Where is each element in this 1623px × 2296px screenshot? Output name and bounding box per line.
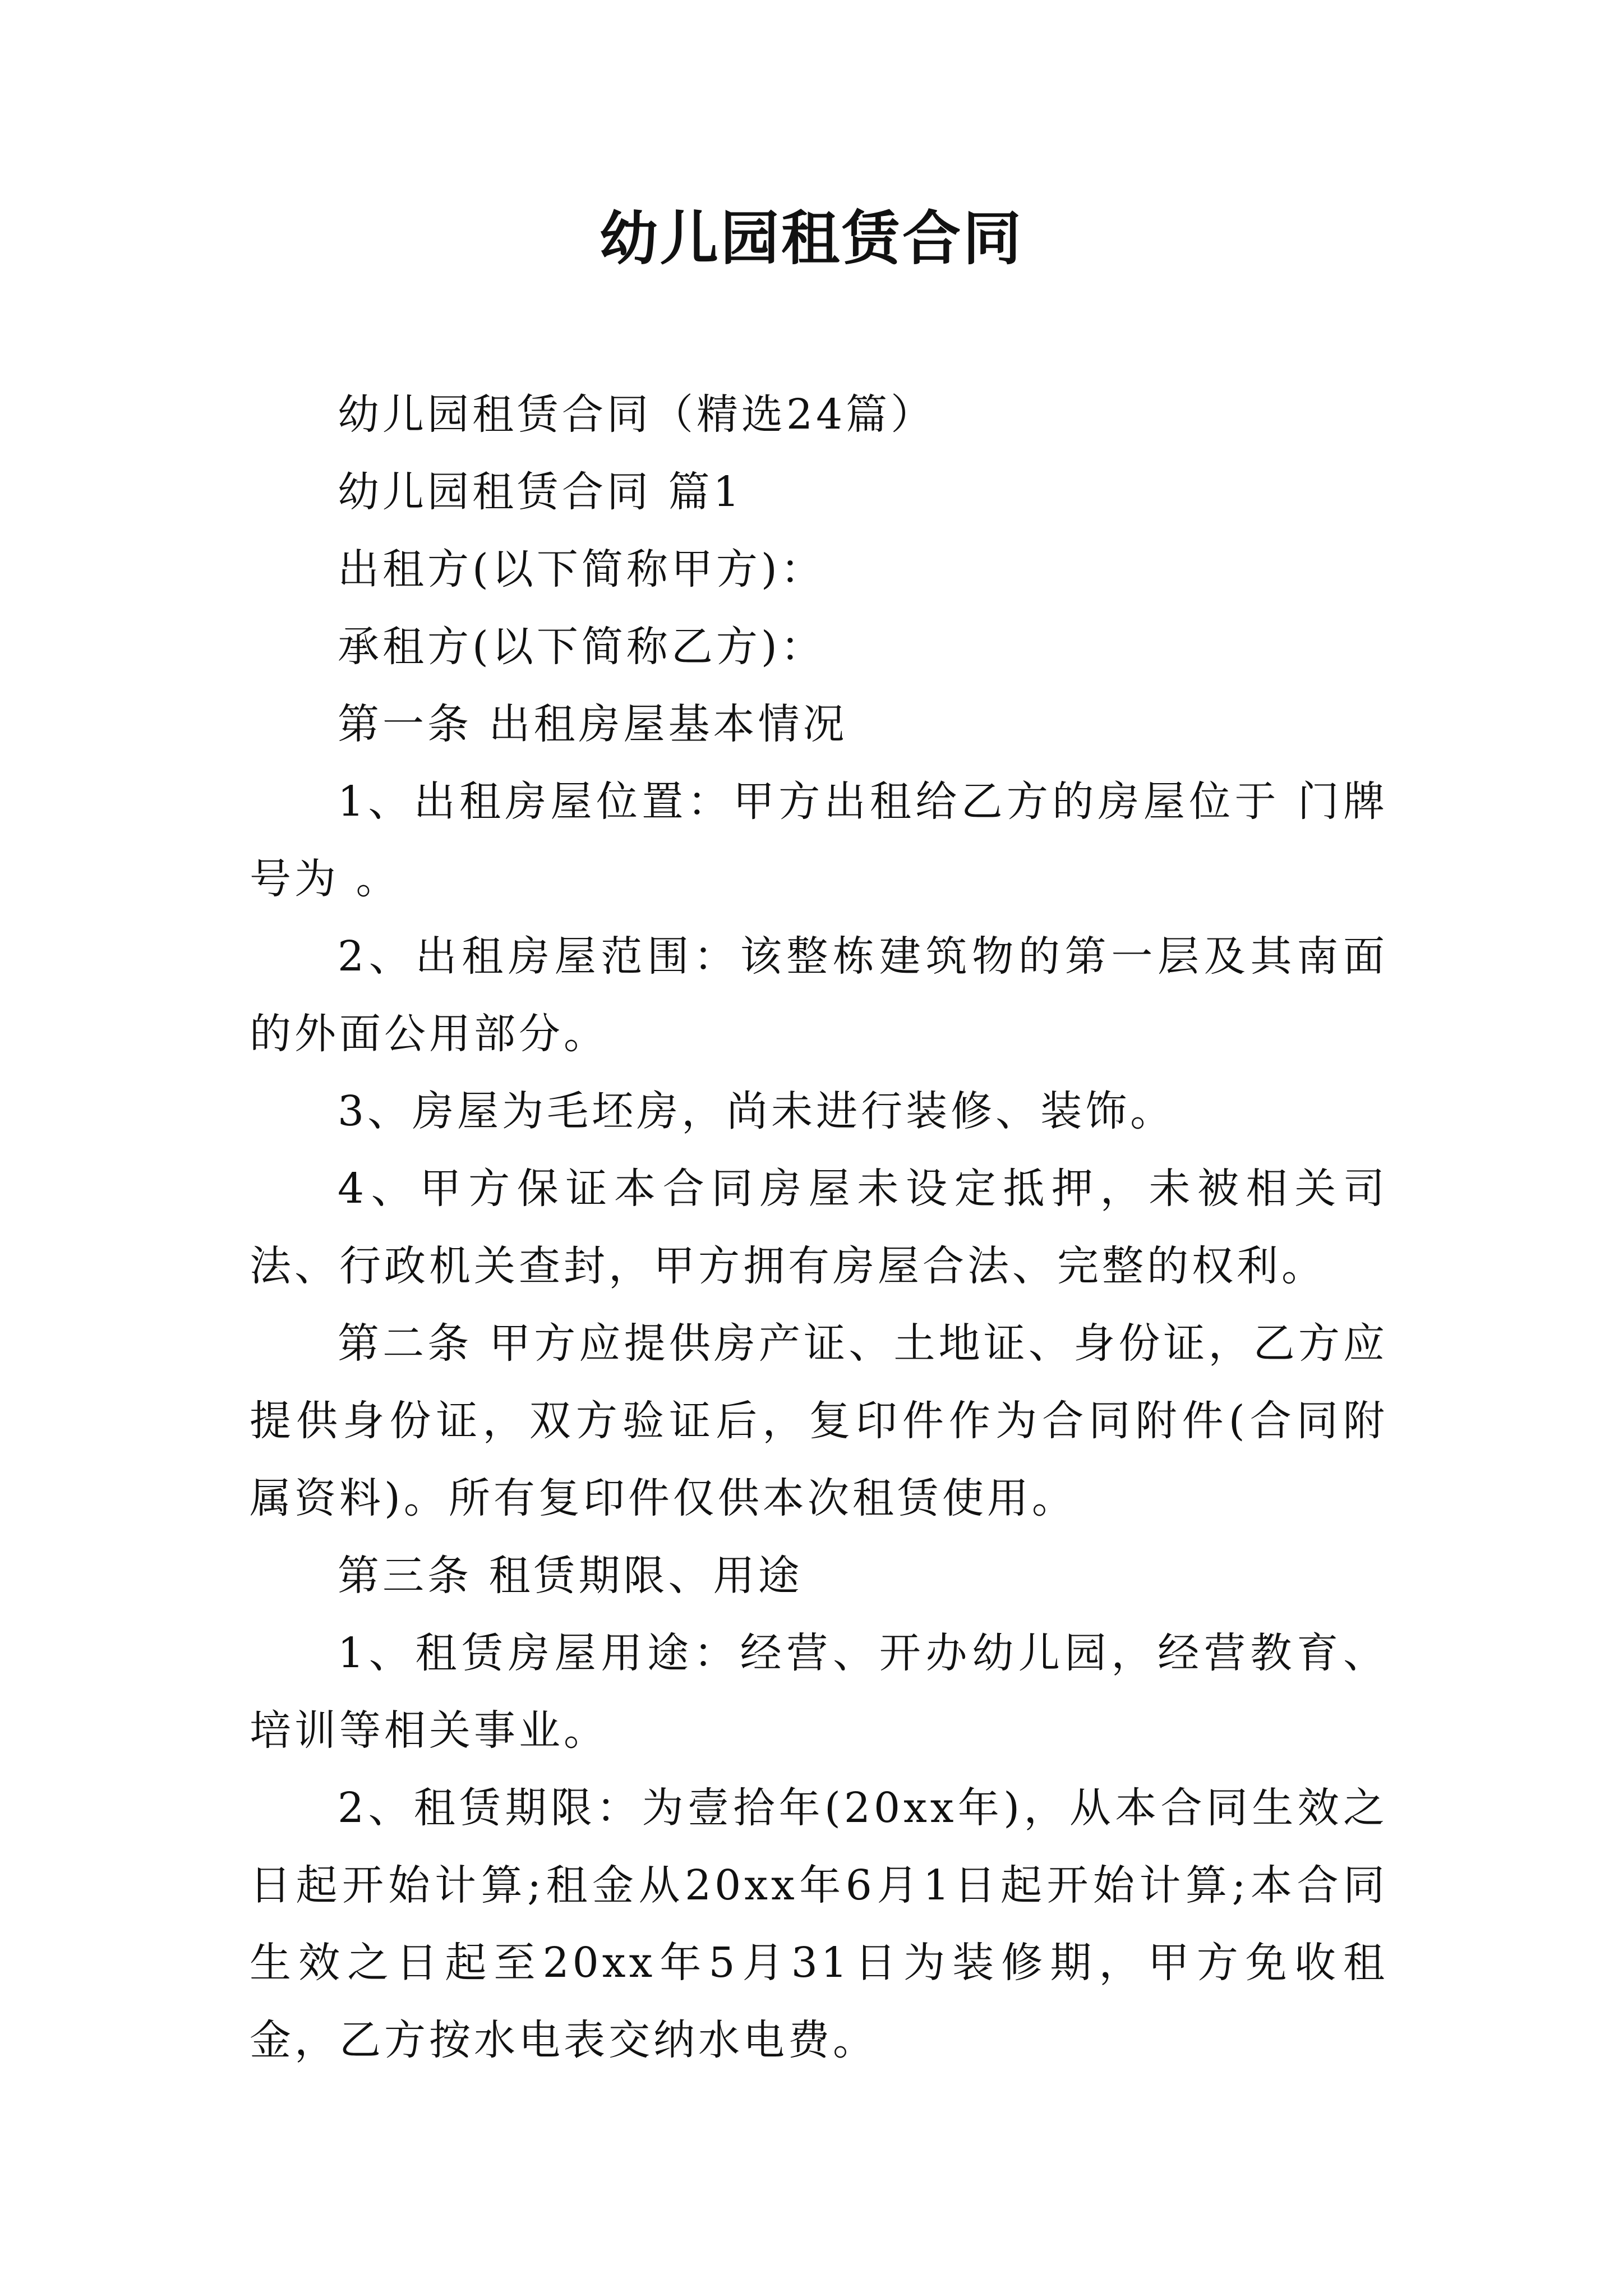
paragraph-article-1-item-1: 1、出租房屋位置：甲方出租给乙方的房屋位于 门牌号为 。 (250, 777, 1388, 903)
paragraph-article-3-item-2: 2、租赁期限：为壹拾年(20xx年)，从本合同生效之日起开始计算;租金从20xx年6月1日起开始计算;本合同生效之日起至20xx年5月31日为装修期，甲方免收租金，乙方按水电表交纳水电费。 (250, 1784, 1388, 2064)
document-title: 幼儿园租赁合同 (599, 204, 1023, 273)
paragraph-article-2: 第二条 甲方应提供房产证、土地证、身份证，乙方应提供身份证，双方验证后，复印件作为合同附件(合同附属资料)。所有复印件仅供本次租赁使用。 (250, 1319, 1388, 1522)
paragraph-lessee: 承租方(以下简称乙方)： (338, 623, 826, 671)
paragraph-article-1-item-3: 3、房屋为毛坯房，尚未进行装修、装饰。 (338, 1087, 1175, 1135)
paragraph-section-heading: 幼儿园租赁合同 篇1 (338, 468, 743, 516)
paragraph-article-1-item-2: 2、出租房屋范围：该整栋建筑物的第一层及其南面的外面公用部分。 (250, 932, 1388, 1058)
paragraph-article-3: 第三条 租赁期限、用途 (338, 1552, 803, 1600)
paragraph-article-3-item-1: 1、租赁房屋用途：经营、开办幼儿园，经营教育、培训等相关事业。 (250, 1629, 1388, 1755)
paragraph-article-1: 第一条 出租房屋基本情况 (338, 700, 848, 748)
paragraph-subtitle: 幼儿园租赁合同（精选24篇） (338, 390, 936, 439)
document-body (250, 376, 1388, 2079)
paragraph-lessor: 出租方(以下简称甲方)： (338, 545, 826, 593)
paragraph-article-1-item-4: 4、甲方保证本合同房屋未设定抵押，未被相关司法、行政机关查封，甲方拥有房屋合法、完整的权利。 (250, 1165, 1388, 1290)
